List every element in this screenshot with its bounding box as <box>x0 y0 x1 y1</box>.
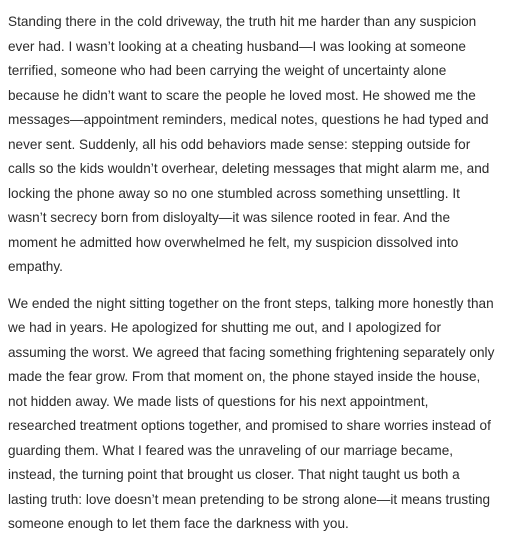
paragraph-1: Standing there in the cold driveway, the truth hit me harder than any suspicion ever had. I wasn’t looking at a cheating husband—I was looking at someone terrified, someone who had been carrying the weight of uncertainty alone because he didn’t want to scare the people he loved most. He showed me the messages—appointment reminders, medical notes, questions he had typed and never sent. Suddenly, all his odd behaviors made sense: stepping outside for calls so the kids wouldn’t overhear, deleting messages that might alarm me, and locking the phone away so no one stumbled across something unsettling. It wasn’t secrecy born from disloyalty—it was silence rooted in fear. And the moment he admitted how overwhelmed he felt, my suspicion dissolved into empathy. <box>8 14 490 274</box>
paragraph-2: We ended the night sitting together on the front steps, talking more honestly than we had in years. He apologized for shutting me out, and I apologized for assuming the worst. We agreed that facing something frightening separately only made the fear grow. From that moment on, the phone stayed inside the house, not hidden away. We made lists of questions for his next appointment, researched treatment options together, and promised to share worries instead of guarding them. What I feared was the unraveling of our marriage became, instead, the turning point that brought us closer. That night taught us both a lasting truth: love doesn’t mean pretending to be strong alone—it means trusting someone enough to let them face the darkness with you. <box>8 295 495 531</box>
